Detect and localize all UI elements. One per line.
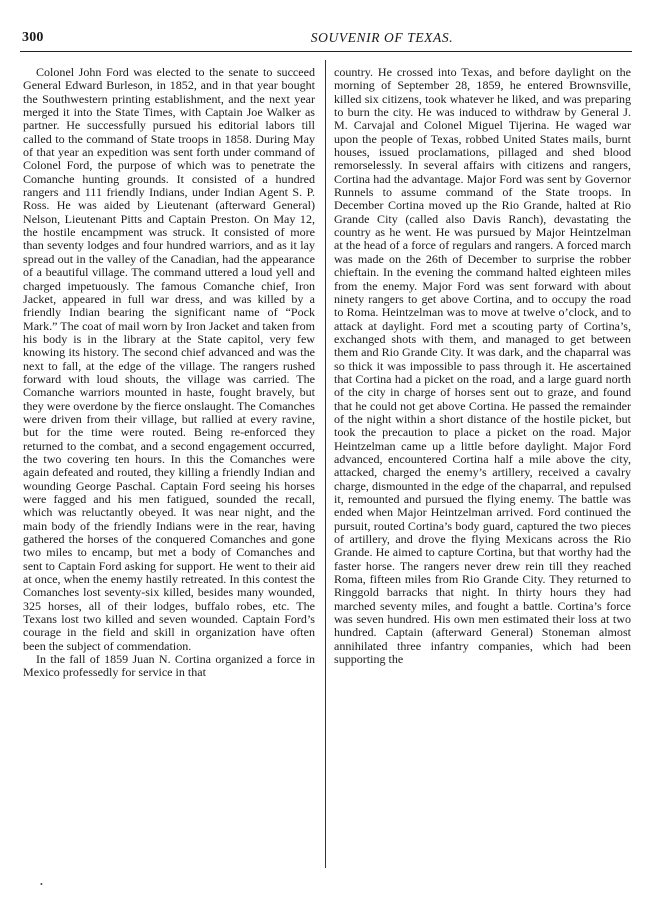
- running-head: SOUVENIR OF TEXAS.: [310, 30, 454, 45]
- right-column: [334, 66, 631, 666]
- header-rule: [20, 51, 632, 52]
- page-header: [22, 30, 630, 50]
- page-number: 300: [22, 30, 44, 45]
- right-paragraph-1: country. He crossed into Texas, and before daylight on the morning of September 28, 1859, he entered Brownsville, killed six citizens, took whatever he liked, and was preparing to burn the city. He was induced to withdraw by General J. M. Carvajal and Colonel Miguel Tijerina. He waged war upon the people of Texas, robbed United States mails, burnt houses, issued proclamations, pillaged and shed blood remorselessly. In several affairs with citizens and rangers, Cortina had the advantage. Major Ford was sent by Governor Runnels to assume command of the State troops. In December Cortina moved up the Rio Grande, halted at Rio Grande City (called also Davis Ranch), devastating the country as he went. He was pursued by Major Heintzelman at the head of a force of regulars and rangers. A forced march was made on the 26th of December to surprise the robber chieftain. In the evening the command halted eighteen miles from the enemy. Major Ford was sent forward with about ninety rangers to get above Cortina, and to occupy the road to Roma. Heintzelman was to move at twelve o’clock, and to attack at daylight. Ford met a scouting party of Cortina’s, exchanged shots with them, and managed to get between them and Rio Grande City. It was dark, and the chaparral was so thick it was impossible to pass through it. He ascertained that Cortina had a picket on the road, and a large guard north of the city in charge of horses sent out to graze, and found that he could not get above Cortina. He passed the remainder of the night within a short distance of the hostile picket, but took the precaution to place a picket on the road. Major Heintzelman came up a little before daylight. Major Ford advanced, encountered Cortina half a mile above the city, attacked, charged the enemy’s artillery, received a cavalry charge, dismounted in the edge of the chaparral, and repulsed it, remounted and pursued the flying enemy. The battle was ended when Major Heintzelman arrived. Ford continued the pursuit, routed Cortina’s body guard, captured the two pieces of artillery, and drove the flying Mexicans across the Rio Grande. He aimed to capture Cortina, but that worthy had the faster horse. The rangers never drew rein till they reached Roma, fifteen miles from Rio Grande City. They returned to Ringgold barracks that night. In thirty hours they had marched seventy miles, and fought a battle. Cortina’s force was seven hundred. His own men estimated their loss at two hundred. Captain (afterward General) Stoneman almost annihilated three infantry companies, which had been supporting the: [334, 65, 631, 667]
- stray-mark: •: [40, 880, 43, 889]
- left-paragraph-1: Colonel John Ford was elected to the senate to succeed General Edward Burleson, in 1852, and in that year bought the Southwestern printing establishment, and the next year merged it into the State Times, with Captain Joe Walker as partner. He successfully pursued his editorial labors till called to the command of State troops in 1858. During May of that year an expedition was sent forth under command of Colonel Ford, the purpose of which was to penetrate the Comanche hunting grounds. It consisted of a hundred rangers and 111 friendly Indians, under Indian Agent S. P. Ross. He was aided by Lieutenant (afterward General) Nelson, Lieutenant Pitts and Captain Preston. On May 12, the hostile encampment was struck. It consisted of more than seventy lodges and four hundred warriors, and as it lay spread out in the valley of the Canadian, had the appearance of a beautiful village. The command uttered a loud yell and charged impetuously. The famous Comanche chief, Iron Jacket, appeared in full war dress, and was killed by a friendly Indian bearing the significant name of “Pock Mark.” The coat of mail worn by Iron Jacket and taken from his body is in the library at the State capitol, very few knowing its history. The second chief advanced and was the next to fall, at the edge of the village. The rangers rushed forward with loud shouts, the village was carried. The Comanche warriors mounted in haste, fought bravely, but they were overdone by the fierce onslaught. The Comanches were driven from their village, but rallied at every ravine, but for the time were routed. Being re-enforced they returned to the combat, and a second engagement occurred, the two covering ten hours. In this the Comanches were again defeated and routed, they killing a friendly Indian and wounding George Paschal. Captain Ford seeing his horses were fagged and his men fatigued, sounded the recall, which was reluctantly obeyed. It was near night, and the main body of the friendly Indians were in the rear, having gathered the horses of the conquered Comanches and gone two miles to encamp, but met a body of Comanches and sent to Captain Ford asking for support. He went to their aid at once, when the enemy hastily retreated. In this contest the Comanches lost seventy-six killed, besides many wounded, 325 horses, all of their lodges, buffalo robes, etc. The Texans lost two killed and seven wounded. Captain Ford’s courage in the field and skill in organization have often been the subject of commendation.: [23, 65, 315, 653]
- left-paragraph-2: In the fall of 1859 Juan N. Cortina organized a force in Mexico professedly for service in that: [23, 652, 315, 680]
- left-column: [23, 66, 315, 680]
- column-divider: [325, 60, 326, 868]
